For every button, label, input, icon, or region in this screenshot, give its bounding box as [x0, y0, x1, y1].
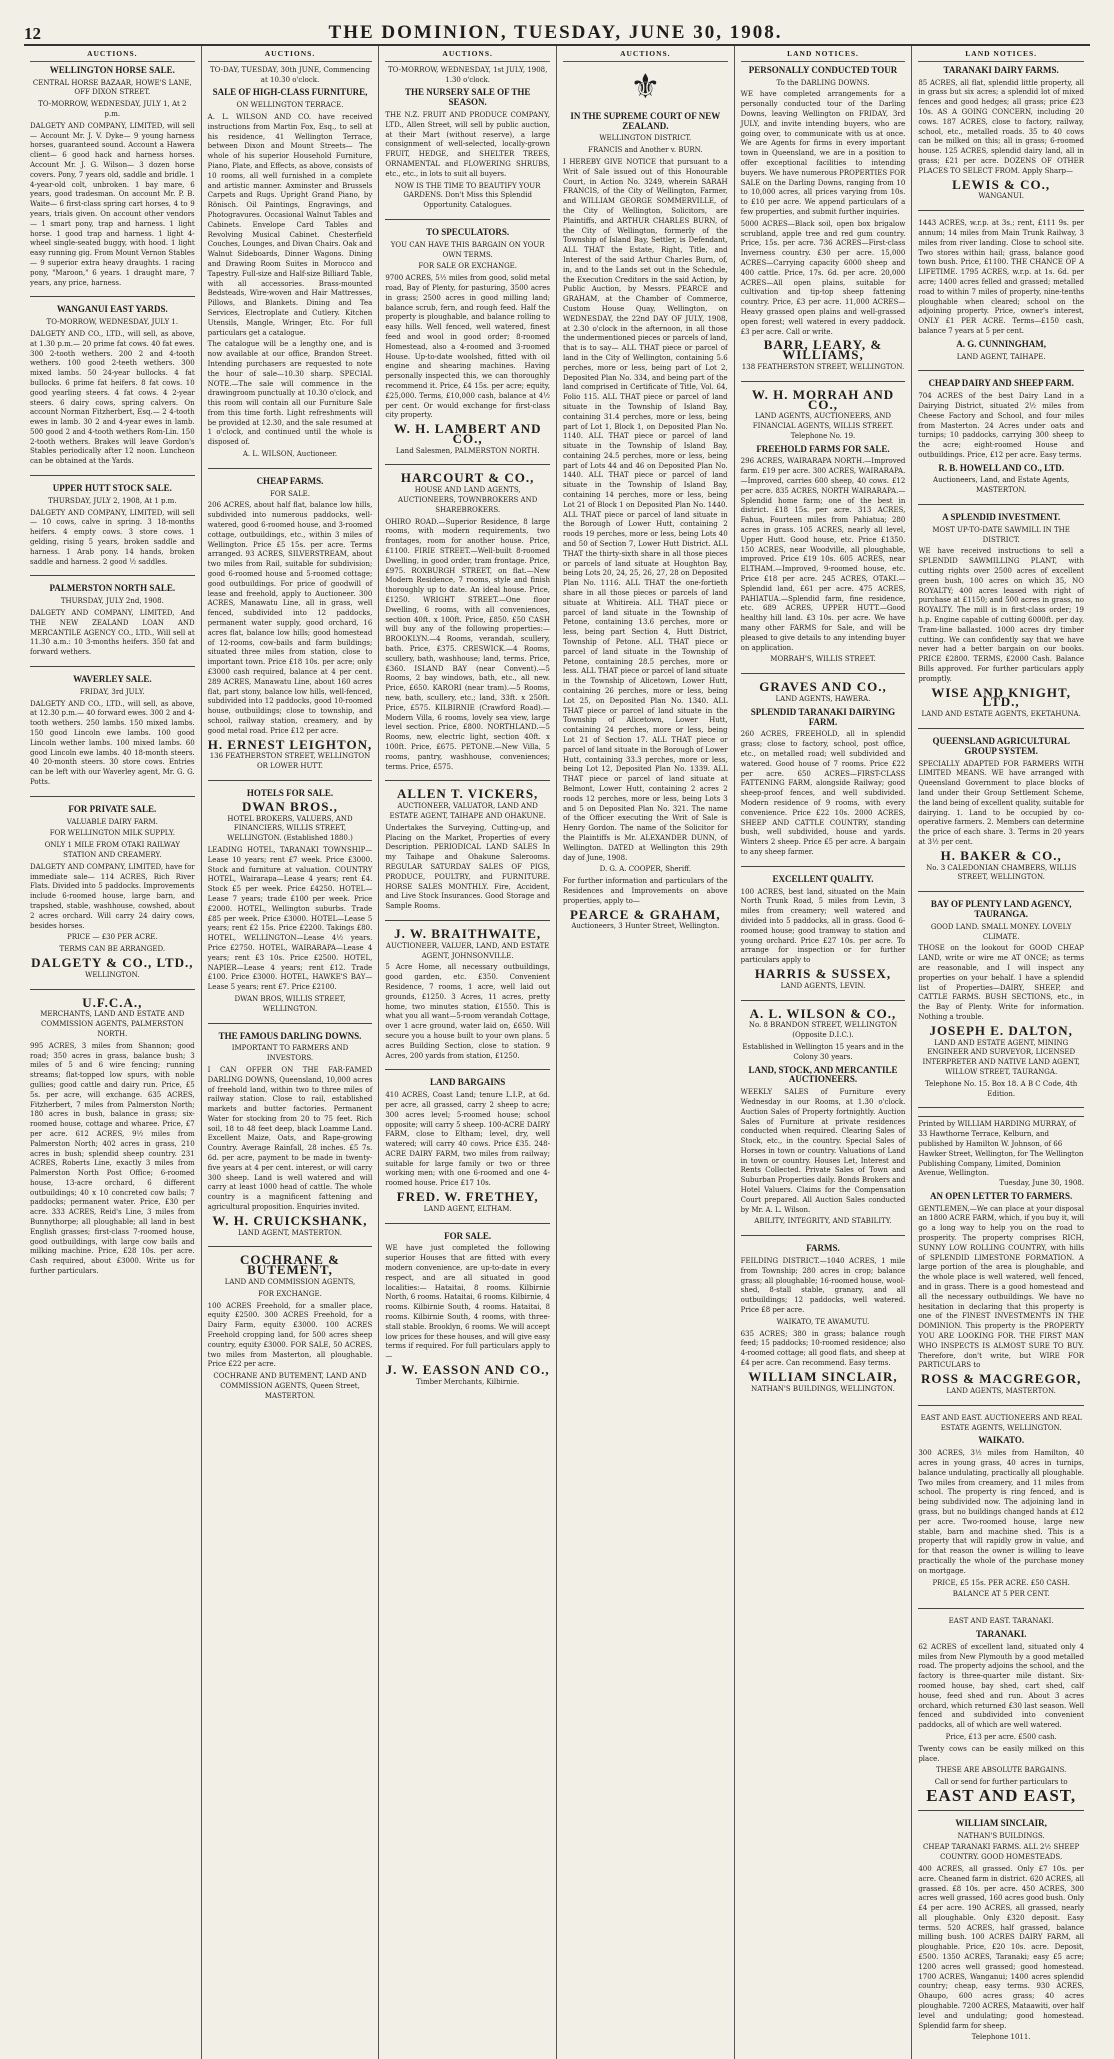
ad-firm: H. BAKER & CO.,	[940, 847, 1062, 863]
ad-title: EXCELLENT QUALITY.	[772, 873, 874, 884]
coat-of-arms-icon: ⚜	[630, 66, 661, 107]
ad-subtitle: WANGANUI.	[978, 192, 1025, 201]
ad-body: GENTLEMEN,—We can place at your disposal an 1800 ACRE FARM, which, if you buy it, will go a long way to help you on the road to prosperity. The property comprises RICH, SUNNY LOW ROLLING COUNTRY, with hills of SPLENDID LIMESTONE FORMATION. A large portion of the area is ploughable, and the whole place is well watered, well fenced, and in grass. There is a good homestead and all the necessary outbuildings. We have no hesitation in declaring that this property is one of the FINEST INVESTMENTS IN THE DOMINION. This property is the PROPERTY YOU ARE LOOKING FOR. THE FIRST MAN WHO INSPECTS IS ALMOST SURE TO BUY. Therefore, don't write, but WIRE FOR PARTICULARS to	[918, 1204, 1084, 1370]
column-2	[202, 46, 380, 2059]
ad-telephone: Telephone No. 15. Box 18. A B C Code, 4th Edition.	[925, 1079, 1078, 1098]
ad-firm: COCHRANE & BUTEMENT,	[240, 1252, 340, 1278]
ad-subtitle: MERCHANTS, LAND AND ESTATE AND COMMISSION AGENTS, PALMERSTON NORTH.	[40, 1010, 185, 1038]
ad-title: CHEAP DAIRY AND SHEEP FARM.	[928, 378, 1074, 389]
ad-address: 138 FEATHERSTON STREET, WELLINGTON.	[741, 362, 905, 371]
column-6	[912, 46, 1090, 2059]
ad-signature: MORRAH'S, WILLIS STREET.	[770, 655, 876, 664]
ad-firm: R. B. HOWELL AND CO., LTD.	[938, 462, 1065, 473]
ad-east-and-east-taranaki	[918, 1617, 1084, 1811]
ad-subtitle: LAND AND COMMISSION AGENTS,	[224, 1278, 356, 1287]
ad-title: TARANAKI.	[975, 1628, 1027, 1639]
ad-body: 85 ACRES, all flat, splendid little property, all in grass but six acres; a splendid lot of mixed fences and good hedges; all grass; price £23 10s. AS A GOING CONCERN, including 20 cows. 187 ACRES, close to factory, railway, school, etc., metalled roads. 35 to 40 cows can be milked on this; all in grass; 6-roomed house. 125 ACRES, splendid dairy land, all in grass; £21 per acre. DOZENS OF OTHER PLACES TO SELECT FROM. Apply Sharp—	[918, 78, 1084, 175]
ad-firm: LEWIS & CO.,	[952, 176, 1051, 192]
ad-subtitle: WAIKATO, TE AWAMUTU.	[776, 1317, 870, 1326]
ad-subtitle: EAST AND EAST. AUCTIONEERS AND REAL ESTATE AGENTS, WELLINGTON.	[920, 1413, 1082, 1432]
column-5	[735, 46, 913, 2059]
ad-farms	[741, 1244, 906, 1402]
ad-wanganui-east-yards	[30, 305, 195, 476]
ad-motto: ABILITY, INTEGRITY, AND STABILITY.	[754, 1217, 892, 1226]
ad-title: THE FAMOUS DARLING DOWNS.	[218, 1030, 362, 1041]
ad-subtitle: LAND AGENT, TAIHAPE.	[956, 352, 1046, 361]
ad-firm: FRED. W. FRETHEY,	[396, 1189, 539, 1205]
ad-subtitle: HOTEL BROKERS, VALUERS, AND FINANCIERS, WILLIS STREET, WELLINGTON. (Established 1880.)	[227, 814, 353, 843]
imprint-date: Tuesday, June 30, 1908.	[999, 1179, 1084, 1188]
ad-waverley-sale	[30, 675, 195, 797]
ad-subtitle: NATHAN'S BUILDINGS, WELLINGTON.	[751, 1384, 895, 1393]
ad-title: WANGANUI EAST YARDS.	[56, 304, 168, 315]
ad-title: BAY OF PLENTY LAND AGENCY, TAURANGA.	[930, 899, 1072, 919]
masthead	[24, 18, 1090, 46]
ad-morrah	[740, 386, 906, 675]
ad-firm: WILLIAM SINCLAIR,	[748, 1368, 898, 1384]
ad-subtitle: GOOD LAND. SMALL MONEY. LOVELY CLIMATE.	[930, 922, 1072, 941]
ad-title: THE NURSERY SALE OF THE SEASON.	[404, 87, 531, 108]
ad-body: 704 ACRES of the best Dairy Land in a Dairying District, situated 2½ miles from Cheese Factory and School, and four miles from Masterton. 24 Acres under oats and turnips; 10 paddocks, carrying 300 sheep to the acre; eight-roomed House and outbuildings. Price, £12 per acre. Easy terms.	[918, 392, 1084, 459]
ad-nursery-sale	[385, 66, 550, 220]
ad-body: DALGETY AND COMPANY, LIMITED, will sell— 10 cows, calve in spring. 3 18-months heifers. 4 empty cows. 3 store cows. 1 gelding, rising 5 years, broken saddle and harness. 1 Arab pony. 14 hands, broken saddle and harness. 2 good ½ saddles.	[30, 508, 195, 566]
ad-title: FOR PRIVATE SALE.	[68, 803, 157, 814]
printer-imprint	[918, 1116, 1084, 1189]
ad-title: SALE OF HIGH-CLASS FURNITURE,	[212, 87, 368, 98]
ad-subtitle: IMPORTANT TO FARMERS AND INVESTORS.	[231, 1044, 349, 1063]
ad-queensland-group	[918, 737, 1084, 892]
ad-firm: A. G. CUNNINGHAM,	[956, 338, 1047, 349]
ad-body-more: NOW IS THE TIME TO BEAUTIFY YOUR GARDENS. Don't Miss this Splendid Opportunity. Catalogues.	[394, 181, 541, 210]
ad-firm: W. H. MORRAH AND CO.,	[751, 386, 895, 412]
ad-firm: DWAN BROS.,	[242, 798, 338, 814]
ad-note: THESE ARE ABSOLUTE BARGAINS.	[935, 1766, 1067, 1775]
ad-private-sale	[30, 805, 195, 990]
ad-body: 100 ACRES Freehold, for a smaller place, equity £2500. 300 ACRES Freehold, for a Dairy Farm, equity £3000. 100 ACRES Freehold cropping land, for 500 acres sheep country, equity £3000. FOR SALE, 50 ACRES, two miles from Masterton, all ploughable. Price £22 per acre.	[207, 1301, 373, 1369]
ad-subtitle: CENTRAL HORSE BAZAAR, HOWE'S LANE, OFF DIXON STREET.	[32, 78, 192, 97]
ad-subtitle: FOR SALE.	[270, 489, 310, 498]
ad-subtitle: NATHAN'S BUILDINGS.	[957, 1831, 1045, 1840]
ad-call: Call or send for further particulars to	[934, 1778, 1068, 1787]
column-heading: AUCTIONS.	[563, 46, 728, 62]
column-heading: LAND NOTICES.	[918, 46, 1084, 62]
ad-subtitle: FOR SALE OR EXCHANGE.	[418, 262, 518, 271]
ad-subtitle: VALUABLE DAIRY FARM.	[66, 817, 158, 826]
ad-subtitle: LAND AND ESTATE AGENTS, EKETAHUNA.	[921, 710, 1081, 719]
ad-firm: JOSEPH E. DALTON,	[929, 1022, 1073, 1038]
ad-body: 296 ACRES, WAIRARAPA NORTH.—Improved farm. £19 per acre. 300 ACRES, WAIRARAPA.—Improved, carries 600 sheep, 40 cows. £12 per acre. 835 ACRES, NORTH WAIRARAPA.—Splendid home farm; one of the best in district. £18 15s. per acre. 313 ACRES, Fahua, Fourteen miles from Pahiatua; 280 acres in grass. 105 ACRES, nearly all level, Upper Hutt. Good house, etc. Price £1350. 150 ACRES, near Woodville, all ploughable, improved. Price £19 10s. 605 ACRES, near ELTHAM.—Improved, 9-roomed house, etc. Price £18 per acre. 245 ACRES, OTAKI.—Splendid land, £61 per acre. 475 ACRES, PAHIATUA.—Splendid farm, fine residence, etc. 689 ACRES, UPPER HUTT.—Good healthy hill land. £3 10s. per acre. We have many other FARMS for Sale, and will be pleased to give details to any intending buyer on application.	[740, 457, 906, 652]
ad-open-letter	[918, 1192, 1084, 1406]
ad-subtitle: FOR WELLINGTON MILK SUPPLY.	[49, 829, 175, 838]
ad-date: FRIDAY, 3rd JULY.	[79, 687, 145, 696]
ad-subtitle: LAND AGENTS, AUCTIONEERS, AND FINANCIAL AGENTS, WILLIS STREET. Telephone No. 19.	[752, 412, 894, 440]
column-heading: AUCTIONS.	[208, 46, 373, 62]
ad-subtitle: Auctioneers, Land, and Estate Agents, MASTERTON.	[933, 476, 1070, 495]
ad-signature: COCHRANE AND BUTEMENT, LAND AND COMMISSION AGENTS, Queen Street, MASTERTON.	[213, 1372, 367, 1400]
ad-title: CHEAP FARMS.	[256, 475, 324, 486]
ad-bay-of-plenty	[918, 900, 1084, 1108]
ad-firm: W. H. CRUICKSHANK,	[212, 1212, 368, 1228]
ad-al-wilson	[740, 1005, 906, 1237]
ad-cheap-farms	[208, 477, 373, 781]
ad-title: UPPER HUTT STOCK SALE.	[52, 483, 172, 494]
ad-title: WELLINGTON HORSE SALE.	[49, 64, 175, 75]
ad-body: 1443 ACRES, w.r.p. at 3s.; rent, £111 9s. per annum; 14 miles from Main Trunk Railway, 3 miles from river landing. Close to school site. Two stores within hail; grass, balance good town bush. Price, £1100. THE CHANCE OF A LIFETIME. 1795 ACRES, w.r.p. at 1s. 6d. per acre; 1400 acres felled and grassed; metalled road to within 7 miles of property, nine-tenths ploughable when cleared; school on the adjoining property. Price, owner's interest, ONLY £1 PER ACRE. Terms—£150 cash, balance 7 years at 5 per cent.	[918, 219, 1084, 335]
ad-body: DALGETY AND CO., LTD., will sell, as above, at 12.30 p.m.— 40 forward ewes. 300 2 and 4-tooth wethers. 250 lambs. 150 mixed lambs. 150 good Lincoln ewe lambs. 100 good Lincoln wether lambs. 100 mixed lambs. 60 good Lincoln ewe lambs. 40 18-month steers. 40 20-month steers. 30 store cows. Entries can be left with our Waverley agent, Mr. G. G. Potts.	[30, 699, 195, 786]
ad-place: WELLINGTON.	[85, 970, 140, 979]
column-heading: AUCTIONS.	[385, 46, 550, 62]
ad-body: FEILDING DISTRICT.—1040 ACRES, 1 mile from Township; 280 acres in crop; balance grass; all ploughable; 16-roomed house, wool-shed, 8-stall stable, granary, and all outbuildings; 12 paddocks, well watered. Price £8 per acre.	[740, 1257, 906, 1315]
ad-body: DALGETY AND COMPANY, LIMITED, have for immediate sale— 114 ACRES, Rich River Flats. Divided into 5 paddocks. Improvements include 6-roomed house, large barn, and trapshed, stable, washhouse, cowshed, about 2 acres orchard. Will carry 24 dairy cows, besides horses.	[30, 862, 195, 930]
ad-subtitle: LAND AGENT, MASTERTON.	[238, 1228, 342, 1237]
ad-title: FREEHOLD FARMS FOR SALE.	[756, 443, 890, 454]
ad-title: CHEAP TARANAKI FARMS. ALL 2½ SHEEP COUNTRY. GOOD HOMESTEADS.	[923, 1843, 1080, 1862]
ad-body: 300 ACRES, 3½ miles from Hamilton, 40 acres in young grass, 40 acres in turnips, balance undulating, practically all ploughable. Two miles from creamery, and 11 miles from school. The property is ring fenced, and is being subdivided now. The adjoining land in grass, but no buildings changed hands at £12 per acre. Two-roomed house, large new stable, barn and machine shed. This is a property that will rapidly grow in value, and for that reason the owner is willing to leave practically the whole of the purchase money on mortgage.	[918, 1449, 1084, 1575]
ad-firm: BARR, LEARY, & WILLIAMS,	[763, 337, 883, 363]
ad-to-speculators	[385, 228, 550, 466]
column-heading: LAND NOTICES.	[741, 46, 906, 62]
ad-palmerston-north-sale	[30, 584, 195, 667]
ad-body: WEEKLY SALES of Furniture every Wednesday in our Rooms, at 1.30 o'clock. Auction Sales of Property fortnightly. Auction Sales of Furniture at private residences conducted when required. Clearing Sales of Stock, etc., in the country. Special Sales of Horses in town or country. Valuations of Land in town or country. Houses Let, Interest and Rents Collected. Private Sales of Town and Suburban Properties daily. Bonds Brokers and Hotel Valuers. Claims for the Compensation Court prepared. All Auction Sales conducted by Mr. A. L. Wilson.	[740, 1088, 906, 1214]
ad-body: 62 ACRES of excellent land, situated only 4 miles from New Plymouth by a good metalled road. The property adjoins the school, and the factory is three-quarter mile distant. Six-roomed house, bay shed, cart shed, calf house, feed shed and run. About 3 acres orchard, which returned £30 last season. Well fenced and subdivided into convenient paddocks, all of which are well watered.	[918, 1642, 1084, 1730]
ad-body: DALGETY AND CO., LTD., will sell, as above, at 1.30 p.m.— 20 prime fat cows. 40 fat ewes. 300 2-tooth wethers. 200 2 and 4-tooth wethers. 100 good 2-teeth wethers. 300 mixed lambs. 50 24-year bullocks. 4 fat bullocks. 6 prime fat heifers. 8 fat cows. 10 good yearling steers. 4 fat cows. 4 2-year steers. 6 dairy cows, spring calvers. On account Norman Fitzherbert, Esq.— 2 4-tooth ewes in lamb. 30 2 and 4-year ewes in lamb. 500 good 2 and 4-tooth wethers Rom-Lin. 150 2-tooth wethers. Brakes will leave Gordon's Stables periodically after 12 noon. Luncheon can be obtained at the Yards.	[30, 329, 195, 466]
ad-body: 400 ACRES, all grassed. Only £7 10s. per acre. Cheaned farm in district. 620 ACRES, all grassed. £8 10s. per acre. 450 ACRES, 300 acres well grassed, 160 acres good bush. Only £4 per acre. 190 ACRES, all grassed, nearly all ploughable. Only £320 deposit. Easy terms. 520 ACRES, half grassed, balance milling bush. 100 ACRES DAIRY FARM, all ploughable. Price, £20 10s. acre. Deposit, £500. 1350 ACRES, Taranaki; easy £5 acre; 1200 acres well grassed; good homestead. 1700 ACRES, Wanganui; 1400 acres splendid country; cheap, easy terms. 930 ACRES, Ohaupo, 600 acres grass; 40 acres ploughable. 7200 ACRES, Mataawiti, over half level and undulating; good homestead. Splendid farm for sheep.	[918, 1864, 1084, 2030]
columns	[24, 46, 1090, 2042]
ad-excellent-quality	[741, 875, 906, 1001]
ad-body: THE N.Z. FRUIT AND PRODUCE COMPANY, LTD., Allen Street, will sell by public auction, at their Mart (without reserve), a large consignment of well-selected, locally-grown FRUIT, HEDGE, and SHELTER TREES, ORNAMENTAL and FLOWERING SHRUBS, etc., etc., in lots to suit all buyers.	[385, 110, 550, 178]
ad-hotels-for-sale	[208, 789, 373, 1024]
column-4	[557, 46, 735, 2059]
ad-firm: HARRIS & SUSSEX,	[754, 965, 892, 981]
ad-body: I CAN OFFER ON THE FAR-FAMED DARLING DOWNS, Queensland, 10,000 acres of freehold land, within two to three miles of railway station. Close to rail, established markets and butter factories. Permanent Water for stocking from 20 to 75 feet. Rich soil, 18 to 48 feet deep, black Loamme Land. Excellent Maize, Oats, and Rape-growing Country. Average Rainfall, 28 inches. £5 7s. 6d. per acre, payment to be made in twenty-five years at 4 per cent. interest, or will carry 300 sheep. Land is well watered and will carry at least 1000 head of cattle. The whole country is a magnificent fattening and agricultural proposition. Enquiries invited.	[207, 1065, 373, 1212]
ad-subtitle: To the DARLING DOWNS.	[776, 78, 870, 87]
ad-subtitle: EAST AND EAST. TARANAKI.	[948, 1617, 1054, 1626]
ad-price: PRICE — £30 PER ACRE.	[67, 933, 158, 942]
ad-title: LAND BARGAINS	[430, 1077, 506, 1088]
ad-firm: WILLIAM SINCLAIR,	[955, 1817, 1047, 1828]
ad-supreme-court-notice	[563, 68, 728, 940]
imprint-text: Printed by WILLIAM HARDING MURRAY, of 33 Hawthorne Terrace, Kelburn, and published by Hamilton W. Johnson, of 66 Hawker Street, Wellington, for The Wellington Publishing Company, Limited, Dominion Avenue, Wellington.	[918, 1120, 1084, 1178]
ad-title: AN OPEN LETTER TO FARMERS.	[930, 1190, 1073, 1201]
ad-taranaki-dairy-farms	[918, 66, 1084, 211]
ad-firm: EAST AND EAST,	[926, 1785, 1077, 1805]
ad-firm: W. H. LAMBERT AND CO.,	[393, 421, 542, 446]
ad-subtitle: LAND AGENT, ELTHAM.	[423, 1204, 512, 1213]
ad-firm: GRAVES AND CO.,	[759, 679, 887, 695]
ad-subtitle: Timber Merchants, Kilbirnie.	[416, 1377, 520, 1386]
court-district: WELLINGTON DISTRICT.	[599, 134, 692, 143]
ad-sinclair-taranaki	[918, 1819, 1084, 2052]
ad-body: WE have received instructions to sell a SPLENDID SAWMILLING PLANT, with cutting rights over 2500 acres of excellent green bush, 100 acres on which 35, NO ROYALTY; 400 acres leased with right of purchase at £1150; and 500 acres in grass, no ROYALTY. The mill is in first-class order; 19 h.p. Engine capable of cutting 6000ft. per day. Tram-line ballasted. 1000 acres dry timber cutting. We can confidently say that we have never had a better bargain on our books. PRICE £2800. TERMS, £2000 Cash. Balance Bills approved. For further particulars apply promptly.	[918, 547, 1084, 683]
ad-subtitle: LAND AGENTS, LEVIN.	[780, 981, 866, 990]
ad-price: Price, £13 per acre. £500 cash.	[945, 1732, 1057, 1741]
ad-body: A. L. WILSON AND CO. have received instructions from Martin Fox, Esq., to sell at his residence, 41 Wellington Terrace, between Dixon and Mount Streets— The whole of his superior Household Furniture, Piano, Plate, and Effects, as above, consists of 10 rooms, all well furnished in a complete and artistic manner. Axminster and Brussels Carpets and Rugs. Upright Grand Piano, by Rönisch. Oil Paintings, Engravings, and Photogravures. Occasional Walnut Tables and Cabinets. Envelope Card Tables and Revolving Musical Cabinet. Chesterfield Couches, Lounges, and Divan Chairs. Oak and Walnut Sideboards, Dinner Wagons. Dining and Drawing Room Suites in Morocco and Tapestry. Full-size and Half-size Billiard Table, with all accessories. Brass-mounted Bedsteads, Wire-woven and Hair Mattresses, Pillows, and Blankets. Dining and Tea Services, Electroplate and Cutlery. Kitchen Utensils, Mangle, Wringer, Etc. For full particulars get a catalogue.	[207, 112, 373, 337]
ad-subtitle: Auctioneers, 3 Hunter Street, Wellington.	[571, 922, 720, 931]
ad-body: Undertakes the Surveying, Cutting-up, and Placing on the Market, Properties of every Description. PERIODICAL LAND SALES In my Taihape and Ohakune Salerooms. REGULAR SATURDAY SALES OF PIGS, PRODUCE, POULTRY, and FURNITURE. HORSE SALES MONTHLY. Fire, Accident, and Live Stock Insurances. Good Storage and Sample Rooms.	[385, 823, 550, 911]
ad-address: No. 8 BRANDON STREET, WELLINGTON (Opposite D.I.C.).	[748, 1021, 898, 1040]
ad-body-more: The catalogue will be a lengthy one, and is now available at our office, Brandon Street. Intending purchasers are requested to note the hour of sale—10.30 sharp. SPECIAL NOTE.—The sale will commence in the drawingroom punctually at 10.30 o'clock, and this room will contain all our Furniture Sale from this time forth. Light refreshments will be provided at 12.30, and the sale resumed at 1 o'clock, and continued until the whole is disposed of.	[207, 340, 373, 447]
ad-date: TO-MORROW, WEDNESDAY, JULY 1, At 2 p.m.	[38, 100, 187, 118]
ad-subtitle: FOR EXCHANGE.	[258, 1289, 322, 1298]
ad-firm: PEARCE & GRAHAM,	[569, 906, 721, 922]
ad-body: 260 ACRES, FREEHOLD, all in splendid grass; close to factory, school, post office, etc., on metalled road; well subdivided and watered. Good house of 7 rooms. Price £22 per acre. 650 ACRES—FIRST-CLASS FATTENING FARM, alongside Railway; good sheep-proof fences, and well subdivided. Modern residence of 9 rooms, with every convenience. Price £22 10s. 2000 ACRES, SHEEP AND CATTLE COUNTRY, standing bush, well subdivided, house and yards. Winters 2 sheep. Price £5 per acre. A bargain to any sheep farmer.	[740, 730, 906, 856]
ad-wellington-horse-sale	[30, 66, 195, 298]
ad-body: 5 Acre Home, all necessary outbuildings, good garden, etc. £350. Convenient Residence, 7 rooms, 1 acre, well laid out grounds, £1250. 3 Acres, 11 acres, pretty home, two minutes station, £1550. This is what you all want—5-room verandah Cottage, over 1 acre ground, water laid on, £650. Will secure you a house built to your own plans. 5 acres Building Section, close to station. 9 Acres, 200 yards from station, £1250.	[385, 963, 550, 1060]
ad-furniture-sale	[208, 66, 373, 469]
ad-braithwaite	[385, 925, 550, 1070]
ad-firm: U.F.C.A.,	[82, 994, 143, 1010]
ad-body: I HEREBY GIVE NOTICE that pursuant to a Writ of Sale issued out of this Honourable Court, in Action No. 3249, wherein SARAH FRANCIS, of the City of Wellington, Farmer, and WILLIAM GEORGE SOMMERVILLE, of the City of Wellington, Solicitors, are Plaintiffs, and ARTHUR CHARLES BURN, of the City of Wellington, formerly of the Township of Island Bay, Settler, is Defendant, ALL THAT the Estate, Right, Title, and Interest of the said Arthur Charles Burn, of, in, and to the Lands set out in the Schedule, the Execution Creditors in the said Action, by Public Auction, by Messrs. PEARCE and GRAHAM, at the Chamber of Commerce, Custom House Quay, Wellington, on WEDNESDAY, the 22nd DAY OF JULY, 1908, at 2.30 o'clock in the afternoon, in all those the undermentioned pieces or parcels of land, that is to say— ALL THAT piece or parcel of land in the City of Wellington, containing 5.6 perches, more or less, being part of Lot 2, Deposited Plan No. 334, and being part of the land comprised in Certificate of Title, Vol. 64, Folio 115. ALL THAT piece or parcel of land situate in the Township of Island Bay, containing 31.4 perches, more or less, being part of Lot 1, Block 1, on Deposited Plan No. 1140. ALL THAT piece or parcel of land situate in the Township of Island Bay, containing 24.5 perches, more or less, being part of Lots 44 and 46 on Deposited Plan No. 1440. ALL THAT piece or parcel of land situate in the Township of Island Bay, containing 14 perches, more or less, being Lot 21 of Block 1 on Deposited Plan No. 1440. ALL THAT piece or parcel of land situate in the Borough of Lower Hutt, containing 2 roods 19 perches, more or less, being Lots 40 and 50 of Section 7, Lower Hutt District. ALL THAT the thirty-sixth share in all those pieces or parcels of land situate at Houghton Bay, being Lots 20, 24, 25, 26, 27, 28 on Deposited Plan No. 1116. ALL THAT the one-fortieth share in all those pieces or parcels of land situate at Whitireia. ALL THAT piece or parcel of land situate in the Township of Petone, containing 13.6 perches, more or less, being part Section 4, Hutt District, Township of Petone. ALL THAT piece or parcel of land situate in the Township of Petone, containing 28.5 perches, more or less. ALL THAT piece or parcel of land situate in the Township of Alicetown, Lower Hutt, containing 26 perches, more or less, being Lot 25, on Deposited Plan No. 1340. ALL THAT piece or parcel of land situate in the Township of Alicetown, Lower Hutt, containing 24 perches, more or less, being Lot 21 of Section 17. ALL THAT piece or parcel of land situate in the Borough of Lower Hutt, containing 33.3 perches, more or less, being Lot 12, Deposited Plan No. 1339. ALL THAT piece or parcel of land situate at Belmont, Lower Hutt, containing 2 acres 2 roods 12 perches, more or less, being Lots 3 and 5 on Deposited Plan No. 321. The name of the Officer executing the Writ of Sale is Henry Gordon. The name of the Solicitor for the Plaintiffs is Mr. ALEXANDER DUNN, of Wellington. DATED at Wellington this 29th day of June, 1908.	[563, 157, 728, 862]
ad-body: WE have completed arrangements for a personally conducted tour of the Darling Downs, leaving Wellington on FRIDAY, 3rd JULY, and invite intending buyers, who are going over, to communicate with us at once. We are Agents for firms in every important town in Queensland, we are in a position to offer exceptional facilities to intending buyers. We have numerous PROPERTIES FOR SALE on the Darling Downs, ranging from 10 to 10,000 acres, all prices varying from 10s. to £10 per acre. We append particulars of a few properties, and submit further inquiries.	[740, 90, 906, 216]
ad-firm: DALGETY & CO., LTD.,	[31, 954, 194, 970]
ad-body: DALGETY AND COMPANY, LIMITED, And THE NEW ZEALAND LOAN AND MERCANTILE AGENCY CO., LTD., Will sell at 11.30 a.m.: 10 3-months heifers. 350 fat and forward wethers.	[30, 609, 195, 657]
ad-firm: J. W. EASSON AND CO.,	[385, 1362, 550, 1378]
ad-body: 410 ACRES, Coast Land; tenure L.I.P., at 6d. per acre, all grassed, carry 2 sheep to acre; 300 acres level; 5-roomed house; school opposite; will carry 5 sheep. 100-ACRE DAIRY FARM, close to Eltham; level, dry, well watered; will carry 40 cows. Price £35. 248-ACRE DAIRY FARM, two miles from railway; suitable for large family or two or three working men; with one 6-roomed and one 4-roomed house. Price £17 10s.	[385, 1091, 550, 1188]
ad-date: TO-MORROW, WEDNESDAY, JULY 1.	[46, 318, 179, 327]
ad-subtitle: HOUSE AND LAND AGENTS, AUCTIONEERS, TOWNBROKERS AND SHAREBROKERS.	[397, 486, 538, 514]
ad-title: FOR SALE.	[444, 1230, 492, 1241]
court-title: IN THE SUPREME COURT OF NEW ZEALAND.	[570, 110, 721, 131]
ad-houses-for-sale	[385, 1232, 550, 1396]
ad-firm: HARCOURT & CO.,	[400, 470, 535, 486]
ad-graves	[740, 679, 906, 867]
ad-body-more: For further information and particulars of the Residences and Improvements on above properties, apply to—	[563, 877, 728, 905]
ad-subtitle: AUCTIONEER, VALUATOR, LAND AND ESTATE AGENT, TAIHAPE AND OHAKUNE.	[389, 802, 546, 820]
ad-title: WAVERLEY SALE.	[73, 674, 152, 685]
ad-upper-hutt-stock-sale	[30, 484, 195, 576]
column-heading: AUCTIONS.	[30, 46, 195, 62]
ad-subtitle: ONLY 1 MILE FROM OTAKI RAILWAY STATION AND CREAMERY.	[44, 841, 181, 859]
ad-title: PALMERSTON NORTH SALE.	[49, 583, 176, 594]
ad-firm: WISE AND KNIGHT, LTD.,	[931, 684, 1071, 710]
ad-title: LAND, STOCK, AND MERCANTILE AUCTIONEERS.	[748, 1064, 898, 1085]
ad-sawmill-investment	[918, 513, 1084, 729]
ad-body: OHIRO ROAD.—Superior Residence, 8 large rooms, with modern requirements, two frontages, room for another house. Price, £1100. FIRIE STREET.—Well-built 8-roomed Dwelling, in good order, tram frontage. Price, £975. ROXBURGH STREET, on flat.—New Modern Residence, 7 rooms, style and finish thoroughly up to date. An ideal house. Price, £1250. WRIGHT STREET.—One floor Dwelling, 6 rooms, with all conveniences, section 40ft. x 100ft. Price, £850. £50 CASH will buy any of the following properties:— BROOKLYN.—4 Rooms, verandah, scullery, bath. Price, £375. CRESWICK.—4 Rooms, scullery, bath, washhouse; land, terms. Price, £360. ISLAND BAY (near Convent).—5 Rooms, 2 bay windows, bath, etc., all new. Price, £650. KARORI (near tram).—5 Rooms, new, bath, scullery, etc.; land, 33ft. x 250ft. Price, £575. KILBIRNIE (Crawford Road).—Modern Villa, 6 rooms, lovely sea view, large level section. Price, £800. NORTHLAND.—5 Rooms, new, electric light, section 40ft. x 100ft. Price, £675. PETONE.—New Villa, 5 rooms, pantry, washhouse, conveniences; terms. Price, £575.	[385, 517, 550, 771]
ad-date: THURSDAY, JULY 2nd, 1908.	[60, 597, 164, 606]
ad-firm: ALLEN T. VICKERS,	[397, 786, 539, 802]
ad-body: THOSE on the lookout for GOOD CHEAP LAND, write or wire me AT ONCE; as terms are reasonable, and I will inspect any properties on your behalf. I have a splendid list of Properties—DAIRY, SHEEP, and CATTLE FARMS. BUSH SECTIONS, etc., in the Bay of Plenty. Write for information. Nothing a trouble.	[918, 944, 1084, 1021]
column-1	[24, 46, 202, 2059]
ad-body: 206 ACRES, about half flat, balance low hills, subdivided into numerous paddocks, well-watered, good 6-roomed house, and 3-roomed cottage, outbuildings, etc., within 3 miles of Wellington. Price £5 15s. per acre. Terms arranged. 93 ACRES, SILVERSTREAM, about two miles from Rail, suitable for subdivision; good 6-roomed house and 5-roomed cottage; good outbuildings. For price of goodwill of lease and freehold, apply to Auctioneer. 300 ACRES, Manawatu Line, all in grass, well fenced, subdivided into 12 paddocks, permanent water supply, good orchard, 16 acres flat, balance low hills; good homestead of 12-rooms, cow-bails and farm buildings; situated three miles from station, close to important town. Price £18 10s. per acre; only £3000 cash required, balance at 4 per cent. 289 ACRES, Manawatu Line, about 160 acres flat, part stony, balance low hills, well-fenced, subdivided into 12 paddocks, good 10-roomed house, outbuildings; close to township, and school, railway station, creamery, and by good metal road. Price £12 per acre.	[207, 501, 373, 735]
column-3	[379, 46, 557, 2059]
newspaper-title: THE DOMINION, TUESDAY, JUNE 30, 1908.	[328, 22, 783, 43]
ad-body-more: Twenty cows can be easily milked on this place.	[918, 1744, 1084, 1763]
ad-subtitle: AUCTIONEER, VALUER, LAND, AND ESTATE AGENT, JOHNSONVILLE.	[385, 941, 550, 960]
ad-personally-conducted-tour	[741, 66, 906, 382]
ad-title: SPLENDID TARANAKI DAIRYING FARM.	[750, 706, 896, 727]
ad-subtitle: No. 3 CALEDONIAN CHAMBERS, WILLIS STREET, WELLINGTON.	[926, 863, 1077, 882]
ad-price: PRICE, £5 15s. PER ACRE. £50 CASH.	[932, 1578, 1070, 1587]
ad-body: 995 ACRES, 3 miles from Shannon; good road; 350 acres in grass, balance bush; 3 miles of 5 and 6 wire fencing; running streams; flat-topped low spurs, with noble gullies; good cattle and dairy run. Price, £5 5s. per acre, will exchange. 635 ACRES, Fitzherbert, 7 miles from Palmerston North; 180 acres in bush, balance in grass; six-roomed house, cottage and wharee. Price, £7 per acre. 612 ACRES, 9½ miles from Palmerston North; 402 acres in grass, 210 acres in bush; splendid sheep country. 231 ACRES, Roberts Line, exactly 3 miles from Palmerston North Post Office; 6-roomed house, 13-acre orchard, 6 different outbuildings; 40 x 10 concreted cow bails; 7 paddocks; permanent water. Price, £30 per acre. 333 ACRES, Reid's Line, 3 miles from Bunnythorpe; all ploughable; all land in best English grasses; first-class 7-roomed house, good outbuildings, with large cow bails and milking machine. Price, £28 10s. per acre. Cash required, about £3000. Write us for further particulars.	[30, 1041, 195, 1276]
ad-title: WAIKATO.	[978, 1435, 1025, 1446]
ad-date: TO-MORROW, WEDNESDAY, 1st JULY, 1908, 1.30 o'clock.	[387, 65, 548, 84]
ad-body: 9700 ACRES, 5½ miles from good, solid metal road, Bay of Plenty, for pasturing, 3500 acres in grass; 2500 acres in good milling land; balance scrub, fern, and rough feed. Half the property is ploughable, and balance rolling to easy hills. Well fenced, well watered, finest feed and wool in good order; 8-roomed Homestead, also a 4-roomed and 3-roomed House. Up-to-date woolshed, fitted with oil engine and shearing machines. Having personally inspected this, we can thoroughly recommend it. Price, £4 15s. per acre; equity, £25,000. Terms, £10,000 cash, balance at 4½ per cent. Or would exchange for first-class city property.	[385, 274, 550, 420]
ad-ufca	[30, 994, 195, 1285]
ad-list: 5000 ACRES—Black soil, open box brigalow scrubland, apple tree and red gum country. Price, 15s. per acre. 736 ACRES—First-class Inverness country. £30 per acre. 15,000 ACRES—Carrying capacity 6000 sheep and 400 cattle. Price, 17s. 6d. per acre. 20,000 ACRES—All open plains, suitable for cultivation and tip-top sheep fattening country. Price, £3 per acre. 11,000 ACRES—Heavy grassed open plains and well-grassed open forest; well watered in every paddock. £3 per acre. Call or write.	[740, 219, 906, 336]
ad-subtitle: ON WELLINGTON TERRACE.	[236, 101, 344, 110]
ad-cunningham	[918, 219, 1084, 371]
ad-title: QUEENSLAND AGRICULTURAL GROUP SYSTEM.	[932, 736, 1070, 756]
ad-subtitle: LAND AND ESTATE AGENT, MINING ENGINEER AND SURVEYOR, LICENSED INTERPRETER AND NATIVE LAND AGENT, WILLOW STREET, TAURANGA.	[922, 1038, 1080, 1076]
ad-subtitle: LAND AGENTS, HAWERA.	[775, 695, 871, 704]
ad-terms: BALANCE AT 5 PER CENT.	[952, 1590, 1050, 1599]
ad-telephone: Telephone 1011.	[971, 2033, 1031, 2042]
ad-cheap-dairy-sheep-farm	[918, 379, 1084, 505]
ad-title: TO SPECULATORS.	[426, 226, 510, 237]
ad-body: DALGETY AND COMPANY, LIMITED, will sell— Account Mr. J. V. Dyke— 9 young harness horses, guaranteed sound. Account a Hawera client— 6 good hack and harness horses. Account Mr. J. G. Wilson— 3 dozen horse covers. Pony, 7 years old, saddle and bridle. 1 4-year-old colt, unbroken. 1 bay mare, 6 years, good tradesman. On account Mr. P. B. Waite— 6 first-class spring cart horses, 4 to 9 years, trials given. On account other vendors— 1 smart pony, trap and harness. 1 light horse. 1 good trap and harness. 1 light 4-wheel single-seated buggy, with hood. 1 light easy running gig. From Mount Vernon Stables— 9 superior extra heavy draughts. 1 racing pony, "Maroon," 6 years. 1 draught mare, 7 years, any price, harness.	[30, 121, 195, 287]
ad-terms: TERMS CAN BE ARRANGED.	[59, 945, 166, 954]
ad-title: HOTELS FOR SALE.	[246, 787, 334, 798]
page-number: 12	[24, 24, 41, 43]
ad-subtitle: YOU CAN HAVE THIS BARGAIN ON YOUR OWN TERMS.	[390, 240, 545, 259]
ad-cochrane-butement	[207, 1252, 373, 1409]
ad-subtitle: LAND AGENTS, MASTERTON.	[946, 1387, 1056, 1396]
ad-subtitle: Established in Wellington 15 years and in the Colony 30 years.	[742, 1042, 904, 1061]
ad-darling-downs	[208, 1032, 373, 1248]
ad-date: TO-DAY, TUESDAY, 30th JUNE, Commencing at 10.30 o'clock.	[209, 65, 371, 84]
ad-body: WE have just completed the following superior Houses that are fitted with every modern convenience, are up-to-date in every respect, and are all situated in good localities:— Hataitai, 8 rooms. Kilbirnie North, 6 rooms. Hataitai, 6 rooms. Kilbirnie, 4 rooms. Kilbirnie South, 4 rooms. Hataitai, 8 rooms. Kilbirnie South, 4 rooms, with three-stall stable. Brooklyn, 6 rooms. We will accept low prices for these houses, and will give easy terms if required. For full particulars apply to—	[385, 1244, 550, 1361]
ad-body: LEADING HOTEL, TARANAKI TOWNSHIP—Lease 10 years; rent £7 week. Price £3000. Stock and furniture at valuation. COUNTRY HOTEL, Wairarapa—Lease 4 years; rent £4. Stock £5 per week. Price £4250. HOTEL—Lease 7 years; trade £100 per week. Price £2000. HOTEL, Wellington suburbs. Trade £85 per week. Price £3000. HOTEL—Lease 5 years; rent £2 15s. Price £2200. Takings £80. HOTEL, WELLINGTON—Lease 4½ years. Price £2750. HOTEL, WAIRARAPA—Lease 4 years; rent £3 10s. Price £2500. HOTEL, NAPIER—Lease 4 years; rent £12. Trade £100. Price £3000. HOTEL, HAWKE'S BAY—Lease 5 years; rent £7. Price £2100.	[207, 845, 373, 992]
ad-harcourt	[385, 470, 550, 781]
ad-subtitle: Land Salesmen, PALMERSTON NORTH.	[395, 446, 540, 455]
ad-firm: J. W. BRAITHWAITE,	[394, 925, 542, 941]
ad-firm: ROSS & MACGREGOR,	[920, 1371, 1082, 1387]
ad-land-bargains	[385, 1078, 550, 1223]
ad-firm: A. L. WILSON & CO.,	[749, 1005, 897, 1021]
ad-address: 136 FEATHERSTON STREET, WELLINGTON OR LOWER HUTT.	[209, 752, 371, 771]
ad-title: TARANAKI DAIRY FARMS.	[943, 64, 1059, 75]
ad-firm: H. ERNEST LEIGHTON,	[207, 736, 373, 752]
ad-subtitle: MOST UP-TO-DATE SAWMILL IN THE DISTRICT.	[932, 525, 1070, 544]
ad-allen-vickers	[385, 786, 550, 921]
ad-date: THURSDAY, JULY 2, 1908, At 1 p.m.	[48, 496, 177, 505]
ad-body: 100 ACRES, best land, situated on the Main North Trunk Road, 5 miles from Levin, 3 miles from creamery; well watered and divided into 5 paddocks, all in grass. Good 6-roomed house; good tramway to station and young orchard. Price £27 10s. per acre. To arrange for inspection or for further particulars apply to	[740, 887, 906, 965]
ad-signature: A. L. WILSON, Auctioneer.	[242, 450, 338, 459]
court-parties: FRANCIS and Another v. BURN.	[588, 146, 703, 155]
ad-signature: D. G. A. COOPER, Sheriff.	[599, 865, 692, 874]
ad-signature: DWAN BROS, WILLIS STREET, WELLINGTON.	[234, 994, 346, 1013]
ad-title: A SPLENDID INVESTMENT.	[942, 512, 1061, 523]
ad-body-more: 635 ACRES; 380 in grass; balance rough feed; 15 paddocks; 10-roomed residence; also 4-roomed cottage; all good flats, and sheep at £4 per acre. Can recommend. Easy terms.	[740, 1329, 906, 1368]
ad-body: SPECIALLY ADAPTED FOR FARMERS WITH LIMITED MEANS. WE have arranged with Queensland Government to place blocks of land under their Group Settlement Scheme, the land being of excellent quality, suitable for dairying. 1. Land to be occupied by co-operative farmers. 2. Members can determine the price of each share. 3. Terms in 20 years at 3½ per cent.	[918, 759, 1084, 846]
ad-title: FARMS.	[806, 1243, 840, 1254]
ad-east-and-east-waikato	[918, 1414, 1084, 1609]
ad-title: PERSONALLY CONDUCTED TOUR	[748, 64, 898, 75]
